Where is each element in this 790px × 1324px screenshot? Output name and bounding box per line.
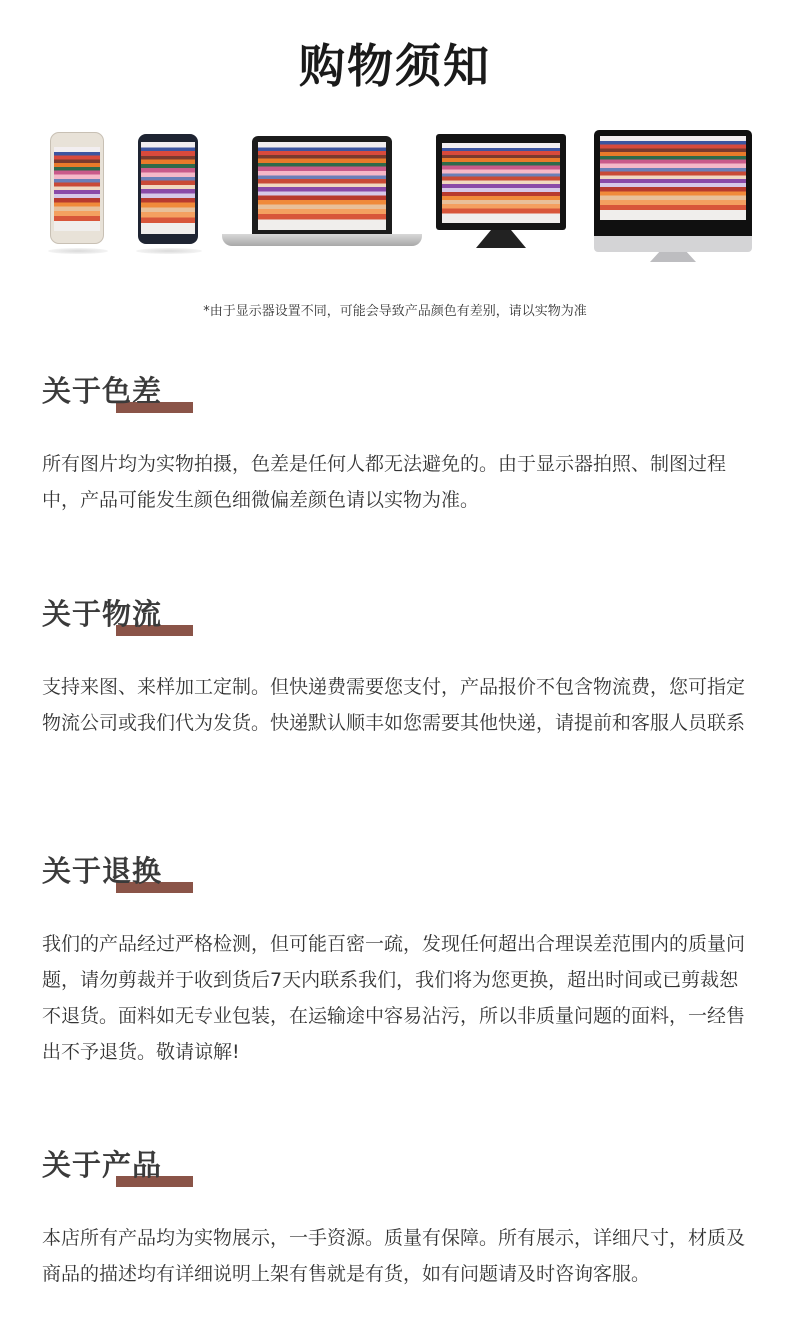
section-title: 关于物流 — [42, 597, 163, 631]
section-title: 关于产品 — [42, 1148, 163, 1182]
imac-image — [594, 130, 752, 264]
section-logistics — [42, 595, 752, 741]
section-body: 我们的产品经过严格检测，但可能百密一疏，发现任何超出合理误差范围内的质量问题，请勿剪裁并于收到货后7天内联系我们，我们将为您更换，超出时间或已剪裁恕不退货。面料如无专业包装，在运输途中容易沾污，所以非质量问题的面料，一经售出不予退货。敬请谅解! — [42, 933, 746, 1063]
section-products — [42, 1146, 752, 1292]
fabric-stack-image — [442, 143, 560, 223]
laptop-image — [222, 136, 422, 256]
fabric-stack-image — [141, 142, 195, 234]
section-heading — [42, 372, 752, 416]
fabric-stack-image — [600, 136, 746, 220]
fabric-stack-image — [258, 142, 386, 230]
section-body: 支持来图、来样加工定制。但快递费需要您支付，产品报价不包含物流费，您可指定物流公司或我们代为发货。快递默认顺丰如您需要其他快递，请提前和客服人员联系 — [42, 676, 746, 734]
section-title: 关于退换 — [42, 854, 163, 888]
section-body: 所有图片均为实物拍摄，色差是任何人都无法避免的。由于显示器拍照、制图过程中，产品可能发生颜色细微偏差颜色请以实物为准。 — [42, 453, 727, 511]
section-heading — [42, 1146, 752, 1190]
lcd-monitor-image — [436, 134, 566, 260]
section-color-difference — [42, 372, 752, 518]
section-body: 本店所有产品均为实物展示，一手资源。质量有保障。所有展示，详细尺寸，材质及商品的描述均有详细说明上架有售就是有货，如有问题请及时咨询客服。 — [42, 1227, 746, 1285]
black-phone-image — [138, 134, 198, 244]
page-title: 购物须知 — [299, 39, 491, 93]
white-phone-image — [50, 132, 104, 244]
section-heading — [42, 852, 752, 896]
section-heading — [42, 595, 752, 639]
fabric-stack-image — [54, 147, 100, 231]
section-returns — [42, 852, 752, 1070]
section-title: 关于色差 — [42, 374, 163, 408]
device-display-banner — [0, 118, 790, 278]
color-disclaimer-note: *由于显示器设置不同，可能会导致产品颜色有差别，请以实物为准 — [203, 304, 587, 319]
